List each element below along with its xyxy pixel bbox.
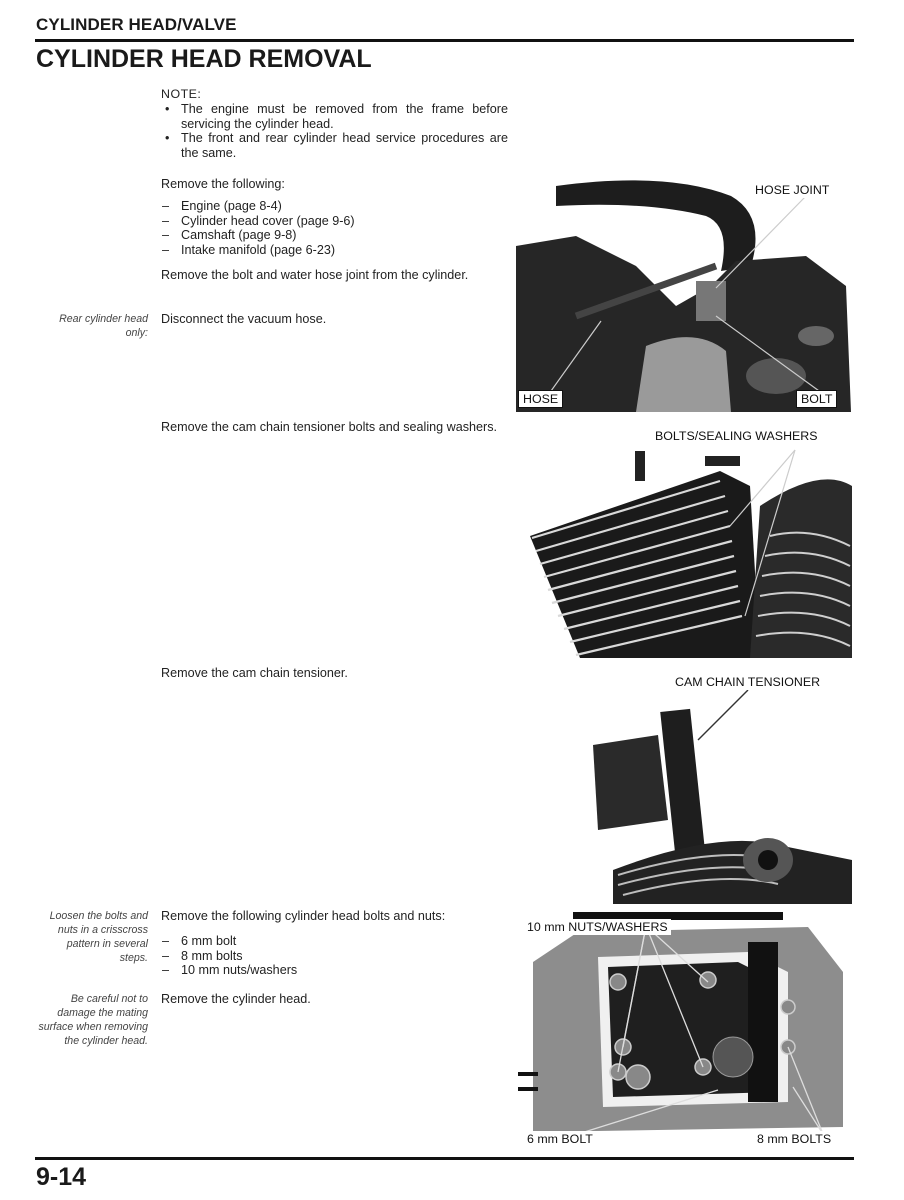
engine-photo-head [518, 912, 852, 1152]
figure-hose-joint [516, 176, 851, 412]
side-note-careful: Be careful not to damage the mating surface when removing the cylinder head. [38, 993, 148, 1047]
note-label: NOTE: [161, 87, 202, 101]
remove-bolt-hose-step: Remove the bolt and water hose joint from the cylinder. [161, 268, 469, 282]
figure-cam-chain-tensioner [518, 670, 852, 904]
engine-photo-hose [516, 176, 851, 412]
callout-hose-joint: HOSE JOINT [752, 182, 832, 198]
callout-6mm-bolt: 6 mm BOLT [524, 1131, 596, 1147]
note-list [161, 102, 508, 160]
page-title: CYLINDER HEAD REMOVAL [36, 45, 372, 73]
note-item: • The engine must be removed from the frame before servicing the cylinder head. [161, 102, 508, 131]
side-note-loosen: Loosen the bolts and nuts in a crisscross pattern in several steps. [49, 910, 148, 964]
note-item: • The front and rear cylinder head service procedures are the same. [161, 131, 508, 160]
remove-item: – Engine (page 8-4) [161, 199, 508, 214]
page-number: 9-14 [36, 1163, 87, 1191]
callout-hose: HOSE [518, 390, 563, 408]
figure-tensioner-bolts [520, 426, 852, 658]
remove-tensioner-step: Remove the cam chain tensioner. [161, 666, 348, 680]
footer-rule [35, 1157, 854, 1160]
figure-head-bolts [518, 912, 852, 1152]
disconnect-vacuum-step: Disconnect the vacuum hose. [161, 312, 327, 326]
engine-photo-tensioner [518, 670, 852, 904]
head-bolt-item: – 10 mm nuts/washers [161, 963, 508, 978]
callout-bolts-sealing-washers: BOLTS/SEALING WASHERS [652, 428, 821, 444]
remove-head-bolts-step: Remove the following cylinder head bolts and nuts: [161, 909, 446, 923]
head-bolt-list [161, 934, 508, 978]
callout-cam-chain-tensioner: CAM CHAIN TENSIONER [672, 674, 823, 690]
remove-head-step: Remove the cylinder head. [161, 992, 311, 1006]
side-note-rear: Rear cylinder head only: [59, 313, 148, 339]
remove-following-label: Remove the following: [161, 177, 285, 191]
section-title: CYLINDER HEAD/VALVE [36, 15, 237, 34]
callout-8mm-bolts: 8 mm BOLTS [754, 1131, 834, 1147]
remove-list [161, 199, 508, 257]
head-bolt-item: – 8 mm bolts [161, 949, 508, 964]
head-bolt-item: – 6 mm bolt [161, 934, 508, 949]
remove-item: – Cylinder head cover (page 9-6) [161, 214, 508, 229]
header-rule [35, 39, 854, 42]
remove-item: – Intake manifold (page 6-23) [161, 243, 508, 258]
callout-bolt: BOLT [796, 390, 837, 408]
remove-tensioner-bolts-step: Remove the cam chain tensioner bolts and sealing washers. [161, 420, 498, 434]
callout-10mm-nuts-washers: 10 mm NUTS/WASHERS [524, 919, 671, 935]
remove-item: – Camshaft (page 9-8) [161, 228, 508, 243]
engine-photo-cylinder-fins [520, 426, 852, 658]
